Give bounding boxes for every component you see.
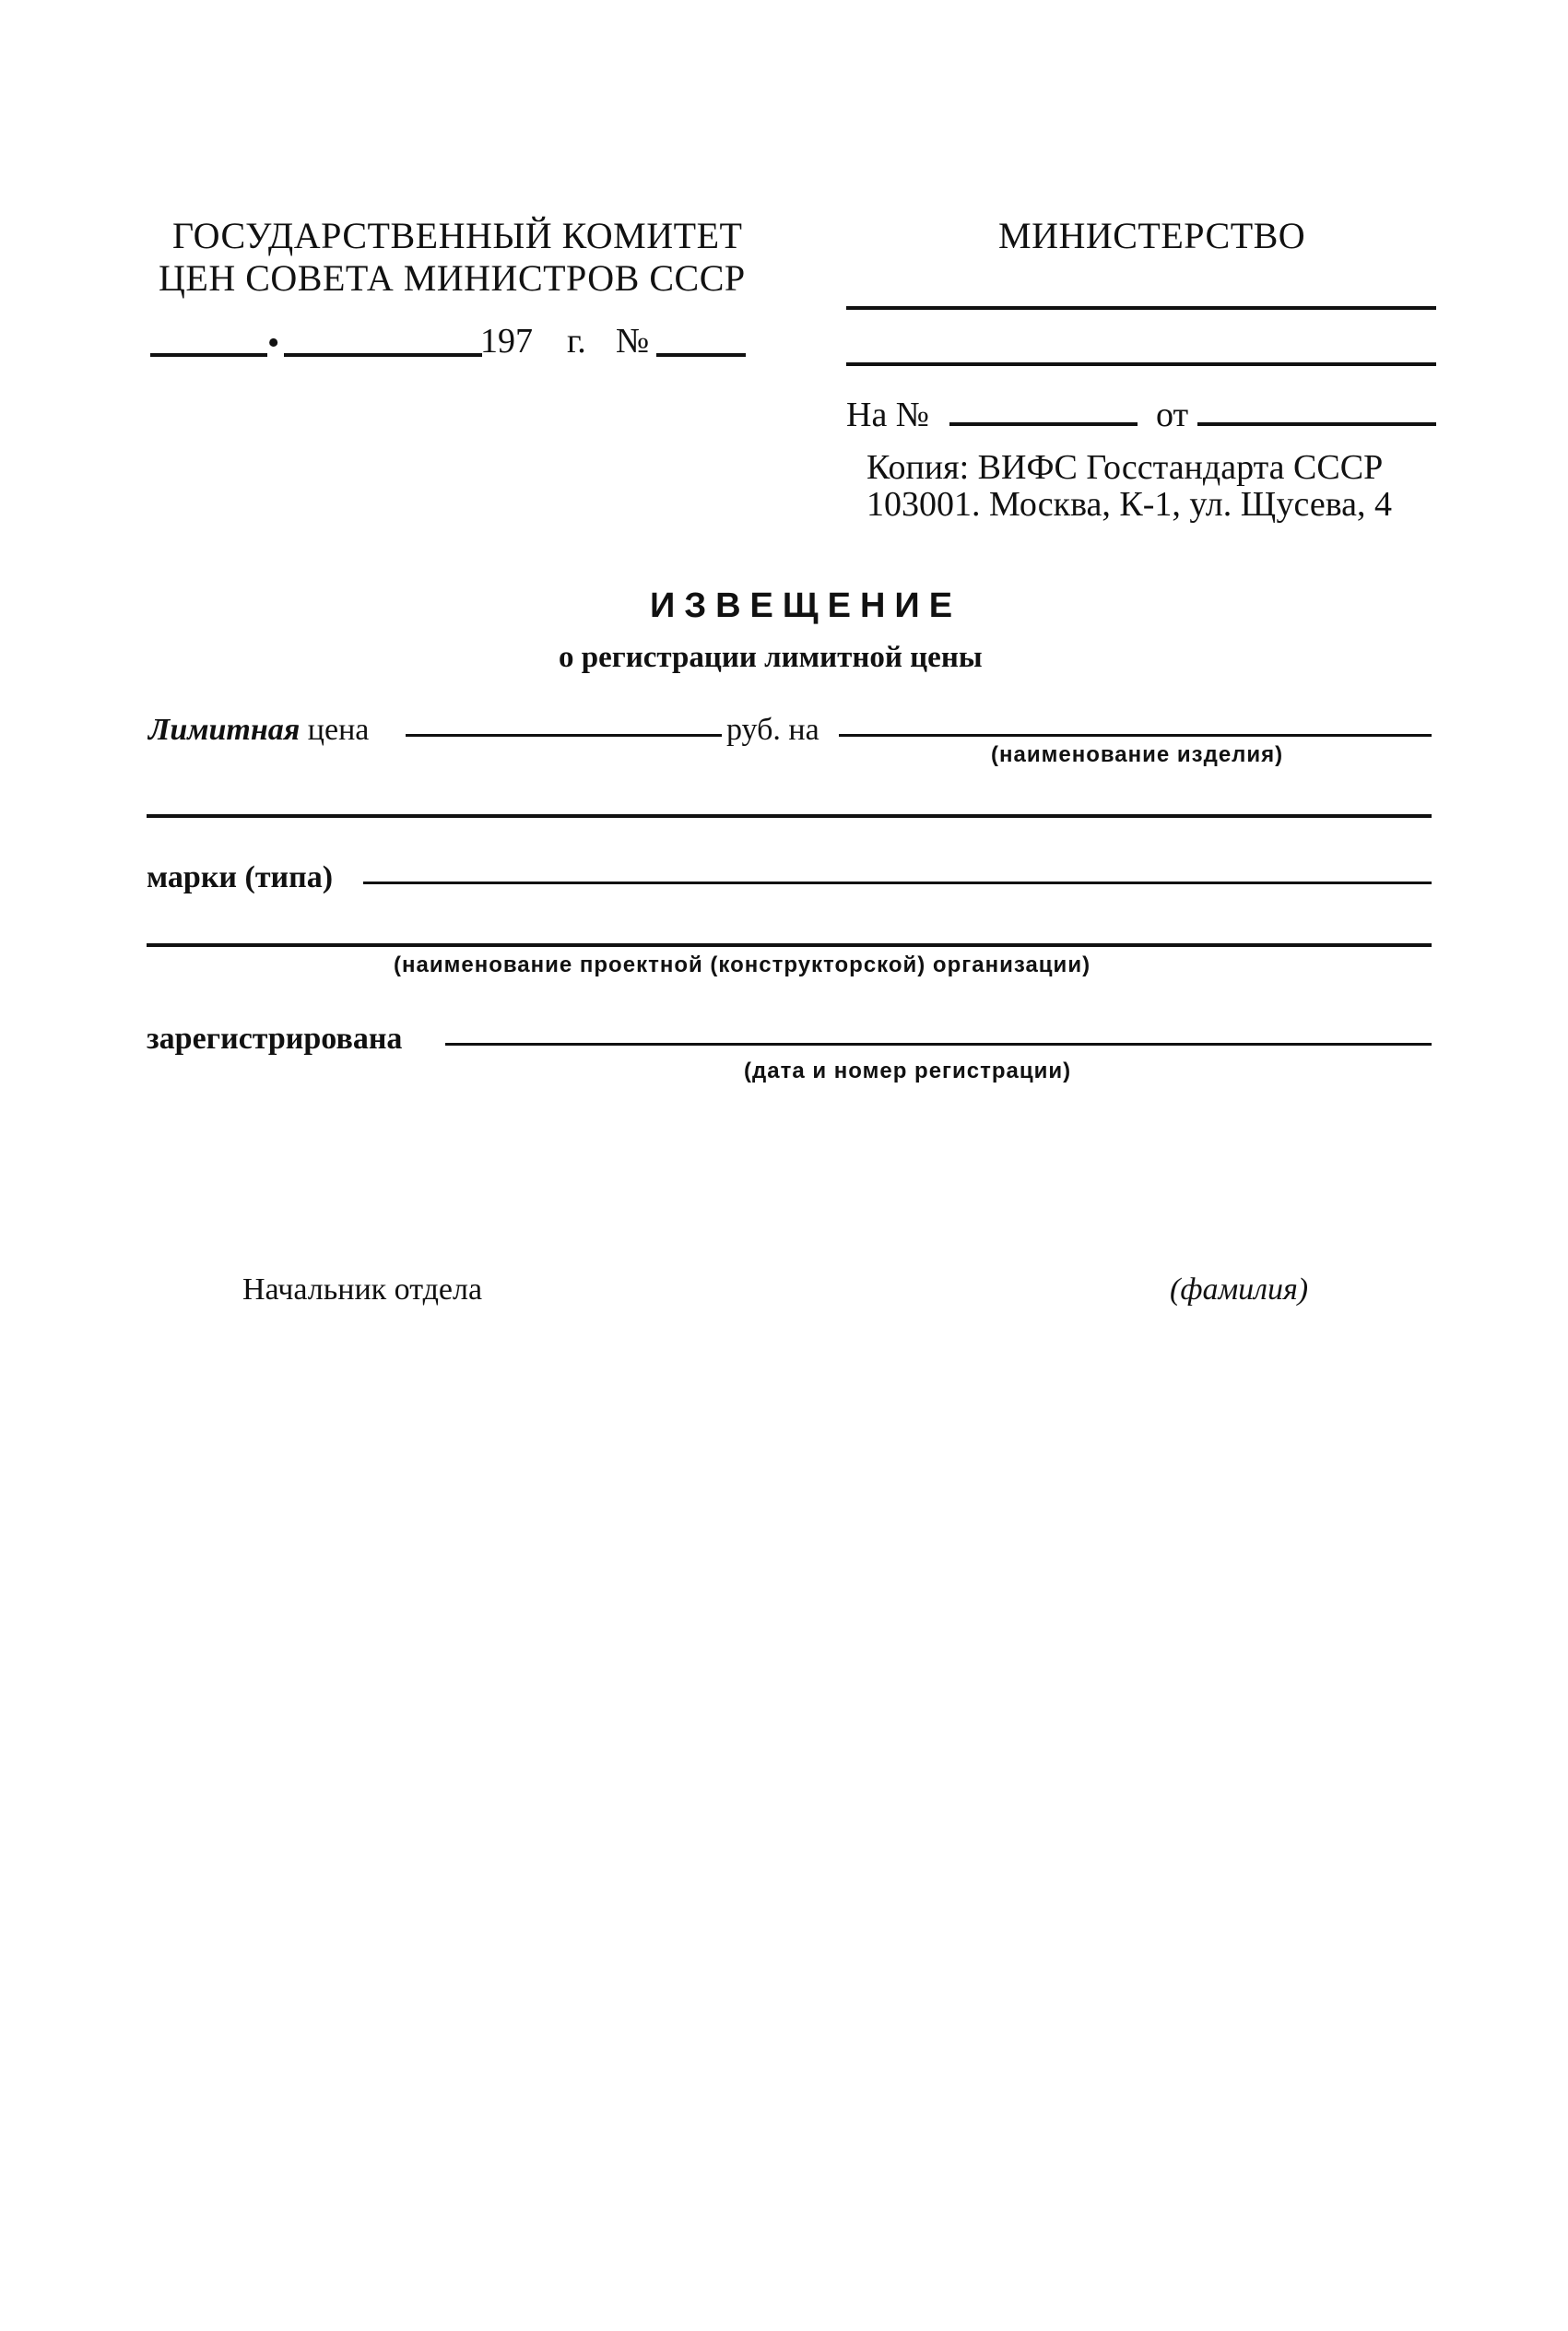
- product-blank-2: [147, 814, 1432, 818]
- date-quote-mark: •: [267, 324, 280, 362]
- recipient-blank-2: [846, 362, 1436, 366]
- notice-subtitle: о регистрации лимитной цены: [559, 641, 983, 674]
- registered-label: зарегистрирована: [147, 1022, 403, 1056]
- date-month-blank: [284, 353, 482, 357]
- sender-line-2: ЦЕН СОВЕТА МИНИСТРОВ СССР: [159, 257, 746, 299]
- recipient-blank-1: [846, 306, 1436, 310]
- price-label-word: цена: [307, 713, 370, 747]
- brand-blank: [363, 882, 1432, 884]
- price-label: [148, 713, 369, 748]
- number-sign: №: [616, 322, 650, 361]
- ref-number-blank: [949, 422, 1138, 426]
- copy-line-1: Копия: ВИФС Госстандарта СССР: [867, 448, 1384, 487]
- date-year: 197: [480, 322, 533, 361]
- signature-position: Начальник отдела: [242, 1272, 483, 1307]
- org-blank: [147, 943, 1432, 947]
- date-year-suffix: г.: [567, 322, 586, 361]
- product-blank: [839, 734, 1432, 737]
- price-label-bold: Лимитная: [148, 713, 301, 747]
- signature-name: (фамилия): [1170, 1272, 1309, 1307]
- ref-date-label: от: [1156, 396, 1189, 434]
- caption-registration: (дата и номер регистрации): [744, 1059, 1072, 1083]
- ref-date-blank: [1197, 422, 1436, 426]
- brand-label: марки (типа): [147, 860, 334, 894]
- caption-org: (наименование проектной (конструкторской) организации): [394, 953, 1091, 977]
- price-blank: [406, 734, 722, 737]
- caption-product: (наименование изделия): [991, 742, 1284, 767]
- notice-title: ИЗВЕЩЕНИЕ: [650, 586, 962, 625]
- ref-number-label: На №: [846, 396, 930, 434]
- registration-blank: [445, 1043, 1432, 1046]
- recipient-title: МИНИСТЕРСТВО: [998, 215, 1306, 256]
- number-blank: [656, 353, 746, 357]
- copy-line-2: 103001. Москва, К-1, ул. Щусева, 4: [867, 485, 1393, 524]
- rub-na-label: руб. на: [726, 713, 819, 747]
- date-day-blank: [150, 353, 267, 357]
- sender-line-1: ГОСУДАРСТВЕННЫЙ КОМИТЕТ: [172, 215, 743, 256]
